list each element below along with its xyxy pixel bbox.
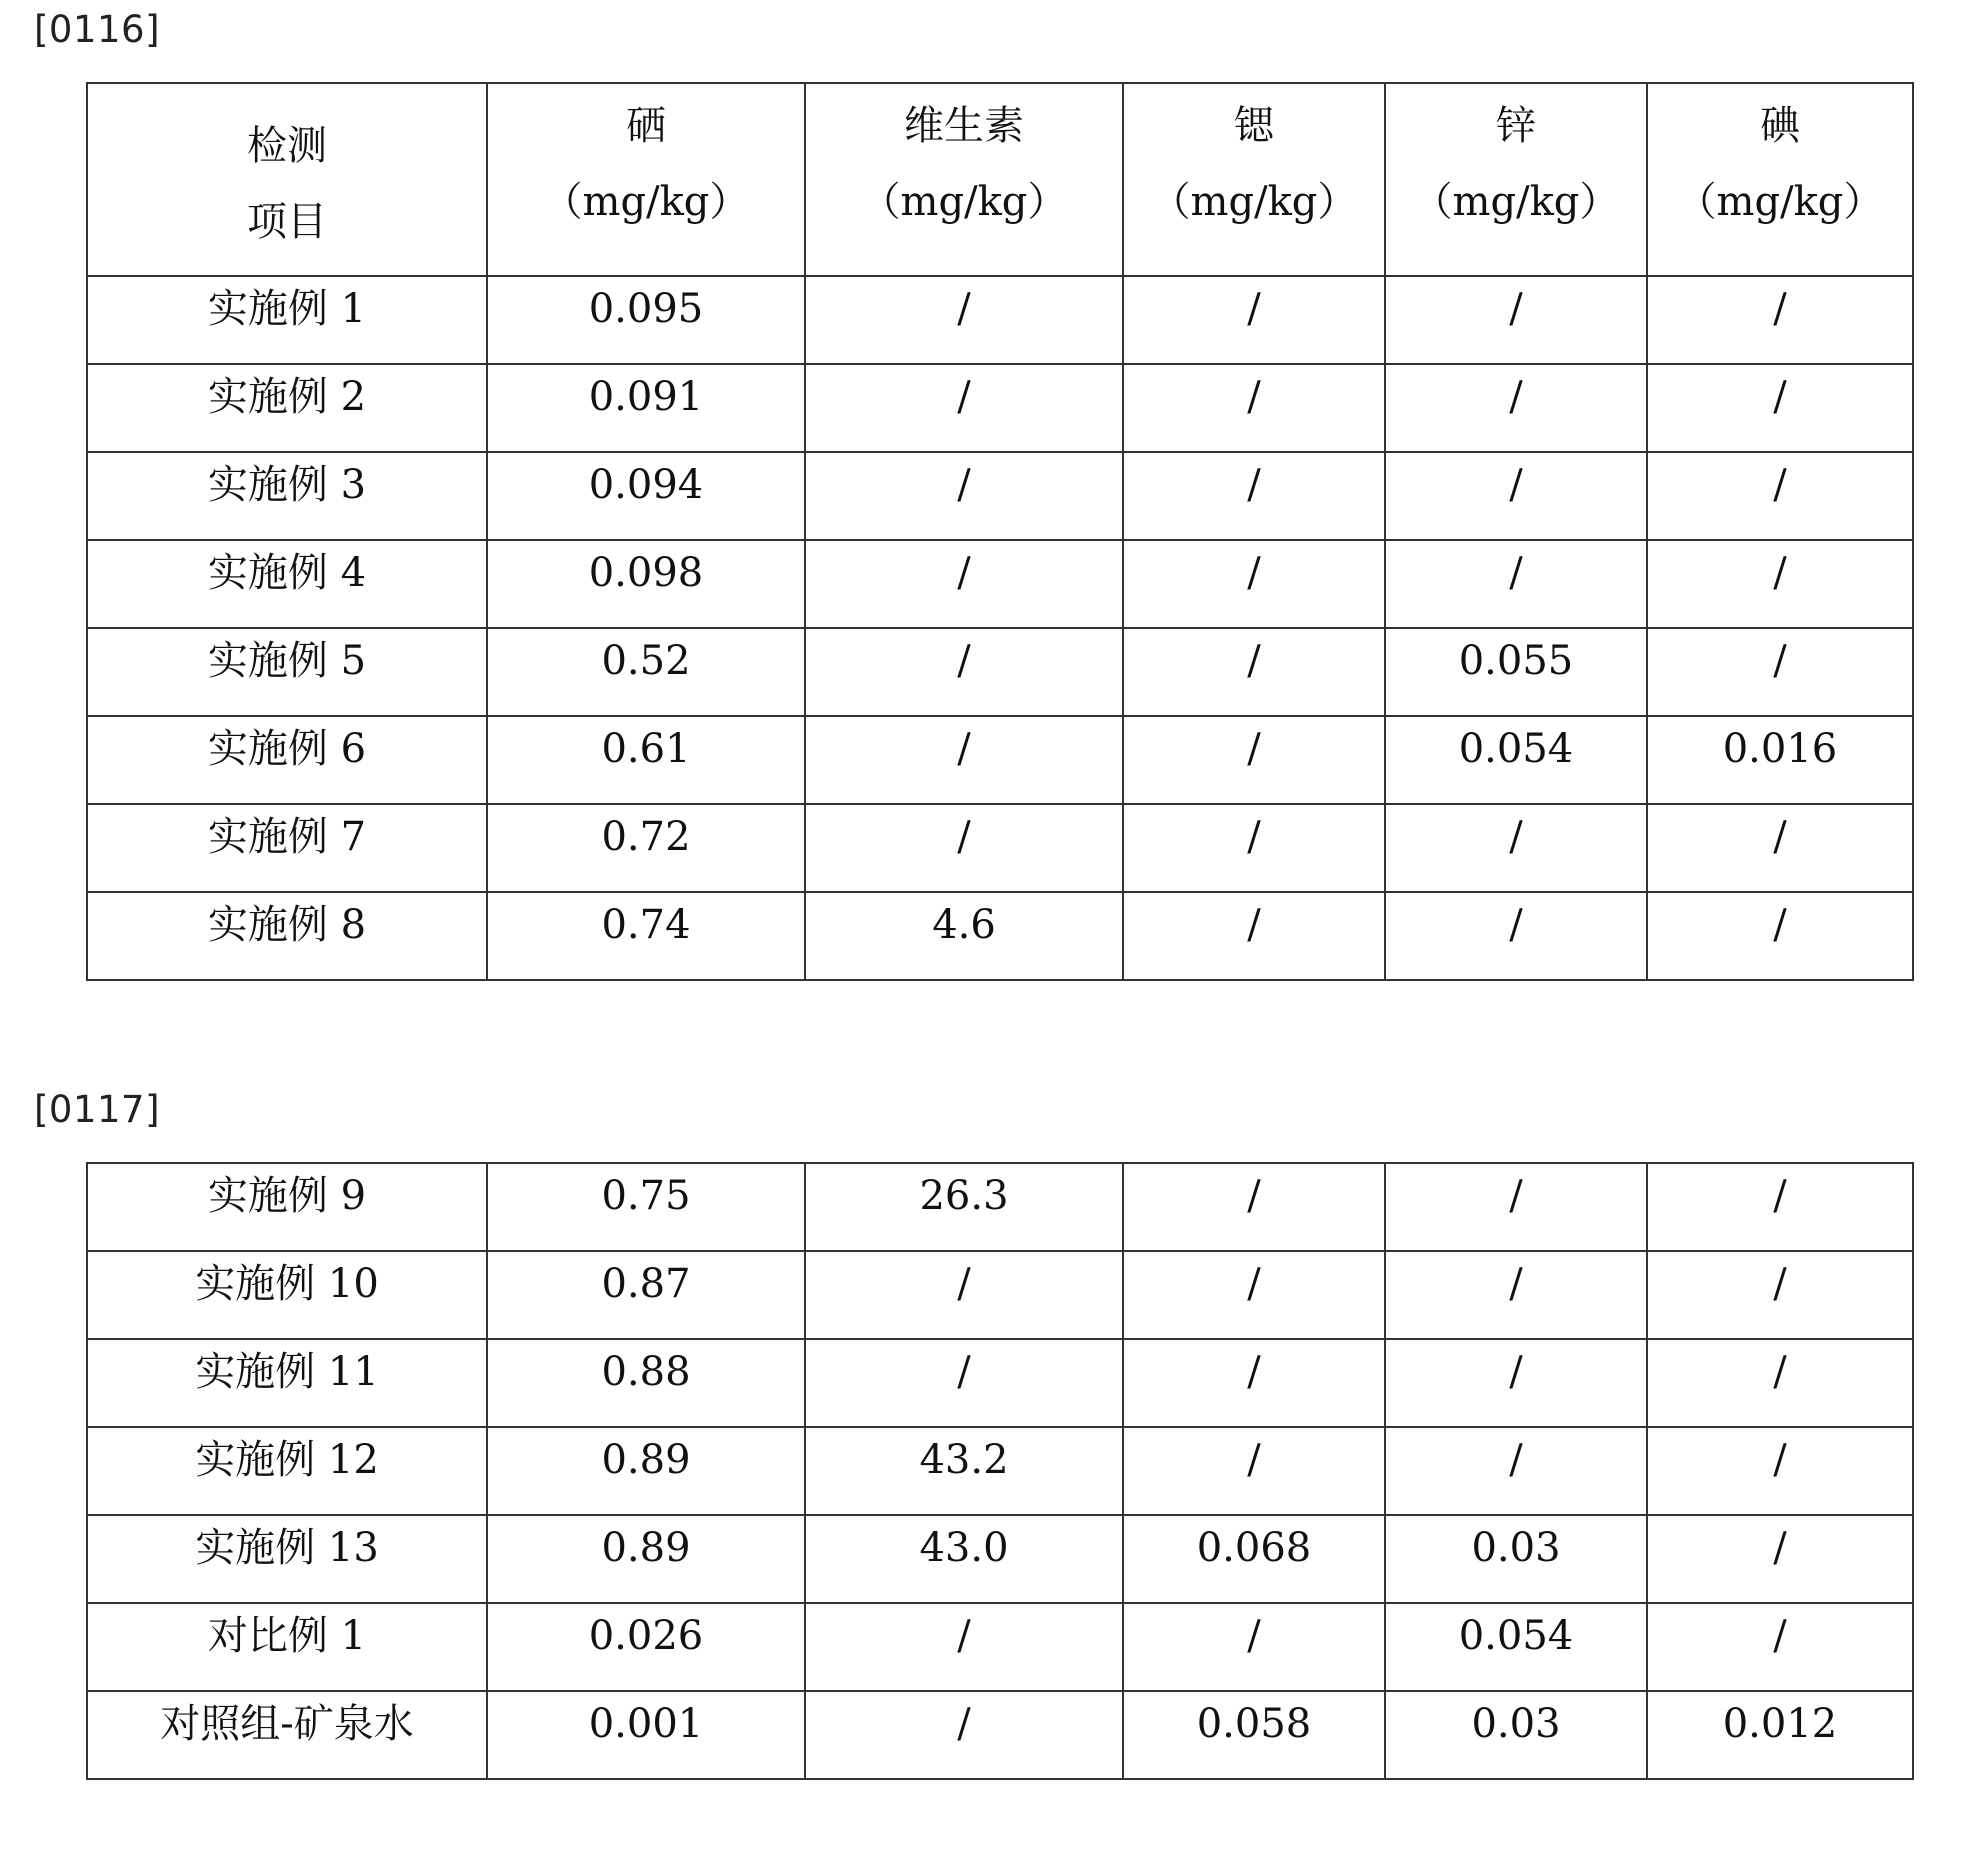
table-row xyxy=(87,1603,1913,1691)
vitamin-cell: / xyxy=(805,628,1123,716)
vitamin-cell: 43.2 xyxy=(805,1427,1123,1515)
vitamin-cell: / xyxy=(805,1251,1123,1339)
table-row xyxy=(87,628,1913,716)
selenium-cell: 0.74 xyxy=(487,892,805,980)
selenium-cell: 0.52 xyxy=(487,628,805,716)
header-label-cell xyxy=(87,83,487,276)
table-row xyxy=(87,1163,1913,1251)
strontium-cell: / xyxy=(1123,1603,1385,1691)
iodine-cell: / xyxy=(1647,452,1913,540)
selenium-cell: 0.094 xyxy=(487,452,805,540)
strontium-cell: 0.068 xyxy=(1123,1515,1385,1603)
header-strontium-name: 锶 xyxy=(1234,103,1274,149)
vitamin-cell: / xyxy=(805,804,1123,892)
strontium-cell: / xyxy=(1123,1163,1385,1251)
table-row xyxy=(87,540,1913,628)
iodine-cell: 0.012 xyxy=(1647,1691,1913,1779)
strontium-cell: / xyxy=(1123,716,1385,804)
selenium-cell: 0.88 xyxy=(487,1339,805,1427)
strontium-cell: / xyxy=(1123,1251,1385,1339)
iodine-cell: / xyxy=(1647,364,1913,452)
selenium-cell: 0.098 xyxy=(487,540,805,628)
table-row xyxy=(87,1691,1913,1779)
header-vitamin xyxy=(805,83,1123,276)
zinc-cell: 0.03 xyxy=(1385,1691,1647,1779)
selenium-cell: 0.026 xyxy=(487,1603,805,1691)
sample-label-cell: 实施例 2 xyxy=(87,364,487,452)
zinc-cell: / xyxy=(1385,276,1647,364)
selenium-cell: 0.095 xyxy=(487,276,805,364)
strontium-cell: / xyxy=(1123,364,1385,452)
paragraph-number-0116: [0116] xyxy=(34,8,161,51)
header-vitamin-unit: （mg/kg） xyxy=(860,179,1068,225)
header-zinc-unit: （mg/kg） xyxy=(1412,179,1620,225)
zinc-cell: / xyxy=(1385,1163,1647,1251)
strontium-cell: 0.058 xyxy=(1123,1691,1385,1779)
sample-label-cell: 实施例 9 xyxy=(87,1163,487,1251)
table-row xyxy=(87,364,1913,452)
zinc-cell: 0.054 xyxy=(1385,716,1647,804)
paragraph-number-0117: [0117] xyxy=(34,1088,161,1131)
table-row xyxy=(87,1515,1913,1603)
iodine-cell: / xyxy=(1647,276,1913,364)
iodine-cell: / xyxy=(1647,628,1913,716)
iodine-cell: / xyxy=(1647,540,1913,628)
selenium-cell: 0.001 xyxy=(487,1691,805,1779)
selenium-cell: 0.89 xyxy=(487,1427,805,1515)
iodine-cell: / xyxy=(1647,1163,1913,1251)
vitamin-cell: / xyxy=(805,452,1123,540)
iodine-cell: / xyxy=(1647,1515,1913,1603)
zinc-cell: / xyxy=(1385,1251,1647,1339)
header-label-line-1: 检测 xyxy=(247,123,327,169)
header-selenium-name: 硒 xyxy=(626,103,666,149)
iodine-cell: 0.016 xyxy=(1647,716,1913,804)
sample-label-cell: 实施例 5 xyxy=(87,628,487,716)
header-zinc-name: 锌 xyxy=(1496,103,1536,149)
sample-label-cell: 实施例 10 xyxy=(87,1251,487,1339)
vitamin-cell: 4.6 xyxy=(805,892,1123,980)
sample-label-cell: 对比例 1 xyxy=(87,1603,487,1691)
header-selenium xyxy=(487,83,805,276)
strontium-cell: / xyxy=(1123,540,1385,628)
vitamin-cell: / xyxy=(805,364,1123,452)
vitamin-cell: / xyxy=(805,716,1123,804)
vitamin-cell: / xyxy=(805,540,1123,628)
selenium-cell: 0.61 xyxy=(487,716,805,804)
sample-label-cell: 实施例 8 xyxy=(87,892,487,980)
zinc-cell: / xyxy=(1385,892,1647,980)
strontium-cell: / xyxy=(1123,804,1385,892)
zinc-cell: / xyxy=(1385,1339,1647,1427)
header-vitamin-name: 维生素 xyxy=(904,103,1024,149)
table-row xyxy=(87,1427,1913,1515)
sample-label-cell: 实施例 11 xyxy=(87,1339,487,1427)
sample-label-cell: 对照组-矿泉水 xyxy=(87,1691,487,1779)
vitamin-cell: 43.0 xyxy=(805,1515,1123,1603)
results-table-part-2 xyxy=(86,1162,1914,1780)
table-row xyxy=(87,804,1913,892)
strontium-cell: / xyxy=(1123,628,1385,716)
table-row xyxy=(87,276,1913,364)
vitamin-cell: / xyxy=(805,1603,1123,1691)
table2-body xyxy=(87,1163,1913,1779)
sample-label-cell: 实施例 4 xyxy=(87,540,487,628)
table-row xyxy=(87,1339,1913,1427)
vitamin-cell: / xyxy=(805,1691,1123,1779)
selenium-cell: 0.87 xyxy=(487,1251,805,1339)
sample-label-cell: 实施例 6 xyxy=(87,716,487,804)
table-row xyxy=(87,452,1913,540)
zinc-cell: / xyxy=(1385,452,1647,540)
zinc-cell: / xyxy=(1385,804,1647,892)
zinc-cell: 0.055 xyxy=(1385,628,1647,716)
iodine-cell: / xyxy=(1647,892,1913,980)
selenium-cell: 0.72 xyxy=(487,804,805,892)
iodine-cell: / xyxy=(1647,1603,1913,1691)
table1-body xyxy=(87,276,1913,980)
header-label-line-2: 项目 xyxy=(247,199,327,245)
vitamin-cell: / xyxy=(805,276,1123,364)
table-header-row xyxy=(87,83,1913,276)
vitamin-cell: / xyxy=(805,1339,1123,1427)
strontium-cell: / xyxy=(1123,452,1385,540)
header-iodine xyxy=(1647,83,1913,276)
table-row xyxy=(87,716,1913,804)
zinc-cell: / xyxy=(1385,540,1647,628)
sample-label-cell: 实施例 3 xyxy=(87,452,487,540)
selenium-cell: 0.89 xyxy=(487,1515,805,1603)
header-strontium-unit: （mg/kg） xyxy=(1150,179,1358,225)
zinc-cell: 0.054 xyxy=(1385,1603,1647,1691)
zinc-cell: / xyxy=(1385,364,1647,452)
sample-label-cell: 实施例 12 xyxy=(87,1427,487,1515)
vitamin-cell: 26.3 xyxy=(805,1163,1123,1251)
selenium-cell: 0.091 xyxy=(487,364,805,452)
header-strontium xyxy=(1123,83,1385,276)
header-zinc xyxy=(1385,83,1647,276)
header-selenium-unit: （mg/kg） xyxy=(542,179,750,225)
table-row xyxy=(87,892,1913,980)
sample-label-cell: 实施例 13 xyxy=(87,1515,487,1603)
header-iodine-name: 碘 xyxy=(1760,103,1800,149)
sample-label-cell: 实施例 7 xyxy=(87,804,487,892)
iodine-cell: / xyxy=(1647,804,1913,892)
strontium-cell: / xyxy=(1123,1339,1385,1427)
strontium-cell: / xyxy=(1123,276,1385,364)
iodine-cell: / xyxy=(1647,1339,1913,1427)
table-row xyxy=(87,1251,1913,1339)
iodine-cell: / xyxy=(1647,1427,1913,1515)
iodine-cell: / xyxy=(1647,1251,1913,1339)
zinc-cell: 0.03 xyxy=(1385,1515,1647,1603)
header-iodine-unit: （mg/kg） xyxy=(1676,179,1884,225)
sample-label-cell: 实施例 1 xyxy=(87,276,487,364)
zinc-cell: / xyxy=(1385,1427,1647,1515)
strontium-cell: / xyxy=(1123,892,1385,980)
results-table-part-1 xyxy=(86,82,1914,981)
strontium-cell: / xyxy=(1123,1427,1385,1515)
selenium-cell: 0.75 xyxy=(487,1163,805,1251)
